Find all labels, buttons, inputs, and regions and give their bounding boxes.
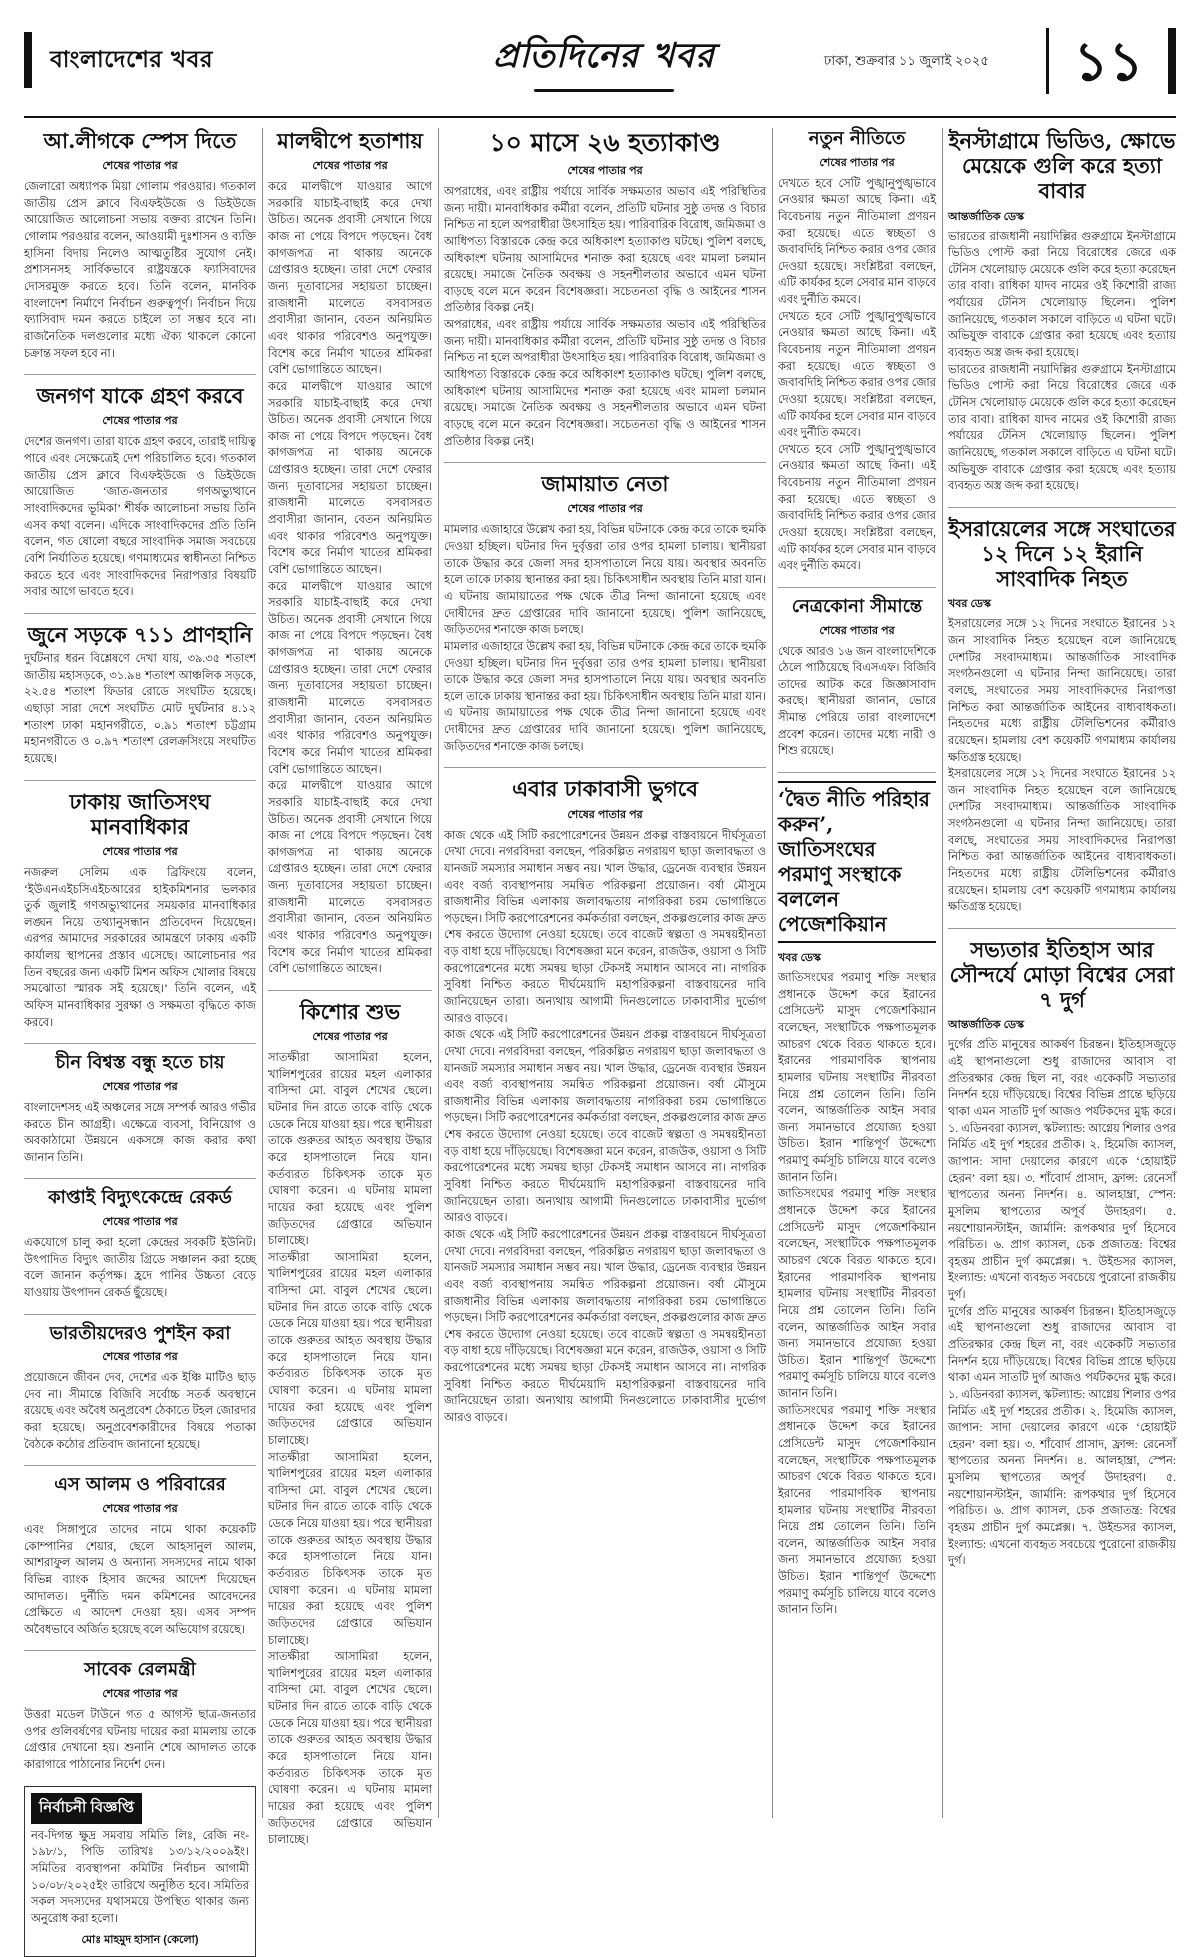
article-body: করে মালদ্বীপে যাওয়ার আগে সরকারি যাচাই-বাছাই করে দেখা উচিত। অনেক প্রবাসী সেখানে গিয়ে কাজ না পেয়ে বিপদে পড়ছেন। বৈধ কাগজপত্র না থাকায় অনেকে গ্রেপ্তারও হচ্ছেন। তারা দেশে ফেরার জন্য দূতাবাসের সহায়তা চাচ্ছেন। রাজধানী মালেতে বসবাসরত প্রবাসীরা জানান, বেতন অনিয়মিত এবং থাকার পরিবেশও অনুপযুক্ত। বিশেষ করে নির্মাণ খাতের শ্রমিকরা বেশি ভোগান্তিতে আছেন।: [268, 181, 432, 377]
article: [24, 383, 256, 601]
jump-line: শেষের পাতার পর: [567, 808, 643, 821]
title-swash: [534, 89, 674, 92]
column-2: [268, 128, 432, 1847]
headline-box: [778, 781, 936, 943]
article-body: উত্তরা মডেল টাউনে গত ৫ আগস্ট ছাত্র-জনতার ওপর গুলিবর্ষণের ঘটনায় দায়ের করা মামলায় তাকে গ্রেপ্তার দেখানো হয়। শুনানি শেষে আদালত তাকে কারাগারে পাঠানোর নির্দেশ দেন।: [24, 1709, 256, 1771]
article-body: অপরাধের, এবং রাষ্ট্রীয় পর্যায়ে সার্বিক সক্ষমতার অভাব এই পরিস্থিতির জন্য দায়ী। মানবাধিকার কর্মীরা বলেন, প্রতিটি ঘটনার সুষ্ঠু তদন্ত ও বিচার নিশ্চিত না হলে অপরাধীরা উৎসাহিত হয়। পারিবারিক বিরোধ, জমিজমা ও আধিপত্য বিস্তারকে কেন্দ্র করে অধিকাংশ হত্যাকাণ্ড ঘটছে। পুলিশ বলছে, অধিকাংশ ঘটনায় আসামিদের শনাক্ত করা হয়েছে এবং মামলা চলমান রয়েছে। সমাজে নৈতিক অবক্ষয় ও সহনশীলতার অভাবে এমন ঘটনা বাড়ছে বলে মনে করেন বিশেষজ্ঞরা। সচেতনতা বৃদ্ধি ও আইনের শাসন প্রতিষ্ঠার বিকল্প নেই।: [444, 186, 766, 315]
headline: কাপ্তাই বিদ্যুৎকেন্দ্রে রেকর্ড: [48, 1187, 232, 1209]
page-number: ১১: [1073, 29, 1144, 93]
article-body: ইসরায়েলের সঙ্গে ১২ দিনের সংঘাতে ইরানের ১২ জন সাংবাদিক নিহত হয়েছেন বলে জানিয়েছে দেশটির সংবাদমাধ্যম। আন্তর্জাতিক সাংবাদিক সংগঠনগুলো এ ঘটনার নিন্দা জানিয়েছে। তারা বলছে, সংঘাতের সময় সাংবাদিকদের নিরাপত্তা নিশ্চিত করা আন্তর্জাতিক আইনের বাধ্যবাধকতা। নিহতদের মধ্যে রাষ্ট্রীয় টেলিভিশনের কর্মীরাও রয়েছেন। হামলায় বেশ কয়েকটি গণমাধ্যম কার্যালয় ক্ষতিগ্রস্ত হয়েছে।: [948, 618, 1176, 764]
article-body: প্রয়োজনে জীবন দেব, দেশের এক ইঞ্চি মাটিও ছাড় দেব না। সীমান্তে বিজিবি সর্বোচ্চ সতর্ক অবস্থানে রয়েছে এবং অবৈধ অনুপ্রবেশ ঠেকাতে টহল জোরদার করা হয়েছে। অনুপ্রবেশকারীদের বিষয়ে পতাকা বৈঠকে কঠোর প্রতিবাদ জানানো হয়েছে।: [24, 1372, 256, 1451]
divider: [24, 374, 256, 375]
headline: আ.লীগকে স্পেস দিতে: [43, 128, 237, 153]
issue-date: ঢাকা, শুক্রবার ১১ জুলাই ২০২৫: [824, 53, 989, 68]
headline: ভারতীয়দেরও পুশইন করা: [49, 1322, 231, 1344]
article: [948, 516, 1176, 916]
article-body-continued: ভারতের রাজধানী নয়াদিল্লির গুরুগ্রামে ইনস্টাগ্রামে ভিডিও পোস্ট করা নিয়ে বিরোধের জেরে এক টেনিস খেলোয়াড় মেয়েকে গুলি করে হত্যা করেছেন তার বাবা। রাধিকা যাদব নামের ওই কিশোরী রাজ্য পর্যায়ের টেনিস খেলোয়াড় ছিলেন। পুলিশ জানিয়েছে, গতকাল সকালে বাড়িতে এ ঘটনা ঘটে। অভিযুক্ত বাবাকে গ্রেপ্তার করা হয়েছে এবং হত্যায় ব্যবহৃত অস্ত্র জব্দ করা হয়েছে।: [948, 363, 1176, 493]
section-name: বাংলাদেশের খবর: [50, 46, 214, 73]
divider: [444, 462, 766, 463]
article-body-continued: করে মালদ্বীপে যাওয়ার আগে সরকারি যাচাই-বাছাই করে দেখা উচিত। অনেক প্রবাসী সেখানে গিয়ে কাজ না পেয়ে বিপদে পড়ছেন। বৈধ কাগজপত্র না থাকায় অনেকে গ্রেপ্তারও হচ্ছেন। তারা দেশে ফেরার জন্য দূতাবাসের সহায়তা চাচ্ছেন। রাজধানী মালেতে বসবাসরত প্রবাসীরা জানান, বেতন অনিয়মিত এবং থাকার পরিবেশও অনুপযুক্ত। বিশেষ করে নির্মাণ খাতের শ্রমিকরা বেশি ভোগান্তিতে আছেন।: [268, 780, 432, 976]
notice-body: নব-দিগন্ত ক্ষুদ্র সমবায় সমিতি লিঃ, রেজি নং- ১৯৮/১, পিডি তারিখঃ ১৩/১২/২০০৯ইং। সমিতির ব্যবস্থাপনা কমিটির নির্বাচন আগামী ১০/০৮/২০২৫ইং তারিখে অনুষ্ঠিত হবে। সমিতির সকল সদস্যদের যথাসময়ে উপস্থিত থাকার জন্য অনুরোধ করা হলো।: [31, 1829, 249, 1925]
headline: জুনে সড়কে ৭১১ প্রাণহানি: [27, 621, 253, 647]
article-body: মামলার এজাহারে উল্লেখ করা হয়, বিভিন্ন ঘটনাকে কেন্দ্র করে তাকে হুমকি দেওয়া হচ্ছিল। ঘটনার দিন দুর্বৃত্তরা তার ওপর হামলা চালায়। স্থানীয়রা তাকে উদ্ধার করে জেলা সদর হাসপাতালে নিয়ে যায়। অবস্থার অবনতি হলে তাকে ঢাকায় স্থানান্তর করা হয়। চিকিৎসাধীন অবস্থায় তিনি মারা যান। এ ঘটনায় জামায়াতের পক্ষ থেকে তীব্র নিন্দা জানানো হয়েছে এবং দোষীদের দ্রুত গ্রেপ্তারের দাবি জানানো হয়েছে। পুলিশ জানিয়েছে, জড়িতদের শনাক্তে কাজ চলছে।: [444, 524, 766, 637]
desk-byline: খবর ডেস্ক: [778, 952, 821, 965]
headline: চীন বিশ্বস্ত বন্ধু হতে চায়: [55, 1052, 225, 1074]
page-title: [404, 30, 804, 92]
headline: জামায়াত নেতা: [541, 471, 669, 497]
article-body: দেখতে হবে সেটি পুঙ্খানুপুঙ্খভাবে নেওয়ার ক্ষমতা আছে কিনা। এই বিবেচনায় নতুন নীতিমালা প্রণয়ন করা হয়েছে। এতে স্বচ্ছতা ও জবাবদিহি নিশ্চিত করার ওপর জোর দেওয়া হয়েছে। সংশ্লিষ্টরা বলছেন, এটি কার্যকর হলে সেবার মান বাড়বে এবং দুর্নীতি কমবে।: [778, 177, 936, 307]
headline: ঢাকায় জাতিসংঘ মানবাধিকার: [69, 788, 211, 839]
article: [444, 128, 766, 450]
article-body-continued: দুর্গের প্রতি মানুষের আকর্ষণ চিরন্তন। ইতিহাসজুড়ে এই স্থাপনাগুলো শুধু রাজাদের আবাস বা প্রতিরক্ষার কেন্দ্র ছিল না, বরং একেকটি সভ্যতার নিদর্শন হয়ে দাঁড়িয়েছে। বিশ্বের বিভিন্ন প্রান্তে ছড়িয়ে থাকা এমন সাতটি দুর্গ আজও পর্যটকদের মুগ্ধ করে। ১. এডিনবরা ক্যাসল, স্কটল্যান্ড: আগ্নেয় শিলার ওপর নির্মিত এই দুর্গ শহরের প্রতীক। ২. হিমেজি ক্যাসল, জাপান: সাদা দেয়ালের কারণে একে ‘হোয়াইট হেরন’ বলা হয়। ৩. শাঁবোর্দ প্রাসাদ, ফ্রান্স: রেনেসাঁ স্থাপত্যের অনন্য নিদর্শন। ৪. আলহাম্ব্রা, স্পেন: মুসলিম স্থাপত্যের অপূর্ব উদাহরণ। ৫. নয়শোয়ানস্টাইন, জার্মানি: রূপকথার দুর্গ হিসেবে পরিচিত। ৬. প্রাগ ক্যাসল, চেক প্রজাতন্ত্র: বিশ্বের বৃহত্তম প্রাচীন দুর্গ কমপ্লেক্স। ৭. উইন্ডসর ক্যাসল, ইংল্যান্ড: এখনো ব্যবহৃত সবচেয়ে পুরোনো রাজকীয় দুর্গ।: [948, 1305, 1176, 1568]
article: [24, 128, 256, 362]
article-body-continued: দেখতে হবে সেটি পুঙ্খানুপুঙ্খভাবে নেওয়ার ক্ষমতা আছে কিনা। এই বিবেচনায় নতুন নীতিমালা প্রণয়ন করা হয়েছে। এতে স্বচ্ছতা ও জবাবদিহি নিশ্চিত করার ওপর জোর দেওয়া হয়েছে। সংশ্লিষ্টরা বলছেন, এটি কার্যকর হলে সেবার মান বাড়বে এবং দুর্নীতি কমবে।: [778, 310, 936, 440]
article-body: বাংলাদেশসহ এই অঞ্চলের সঙ্গে সম্পর্ক আরও গভীর করতে চীন আগ্রহী। এক্ষেত্রে ব্যবসা, বিনিয়োগ ও অবকাঠামো উন্নয়নে একসঙ্গে কাজ করার কথা জানান তিনি।: [24, 1101, 256, 1164]
notice-title: নির্বাচনী বিজ্ঞপ্তি: [31, 1793, 142, 1824]
headline: ১০ মাসে ২৬ হত্যাকাণ্ড: [489, 128, 721, 157]
divider: [778, 772, 936, 773]
article-body: সাতক্ষীরা আসামিরা হলেন, খালিশপুরের রায়ের মহল এলাকার বাসিন্দা মো. বাবুল শেখের ছেলে। ঘটনার দিন রাতে তাকে বাড়ি থেকে ডেকে নিয়ে যাওয়া হয়। পরে স্থানীয়রা তাকে গুরুতর আহত অবস্থায় উদ্ধার করে হাসপাতালে নিয়ে যান। কর্তব্যরত চিকিৎসক তাকে মৃত ঘোষণা করেন। এ ঘটনায় মামলা দায়ের করা হয়েছে এবং পুলিশ জড়িতদের গ্রেপ্তারে অভিযান চালাচ্ছে।: [268, 1052, 432, 1248]
headline: মালদ্বীপে হতাশায়: [277, 128, 423, 153]
article: [778, 781, 936, 1619]
article-columns: [24, 128, 1176, 1947]
divider: [778, 587, 936, 588]
divider: [24, 780, 256, 781]
jump-line: শেষের পাতার পর: [567, 165, 643, 177]
divider: [24, 1650, 256, 1651]
article: [268, 128, 432, 978]
jump-line: শেষের পাতার পর: [819, 156, 895, 169]
article-body: কাজ থেকে এই সিটি করপোরেশনের উন্নয়ন প্রকল্প বাস্তবায়নে দীর্ঘসূত্রতা দেখা দেবে। নগরবিদরা বলছেন, পরিকল্পিত নগরায়ণ ছাড়া জলাবদ্ধতা ও যানজট সমস্যার সমাধান সম্ভব নয়। খাল উদ্ধার, ড্রেনেজ ব্যবস্থার উন্নয়ন এবং বর্জ্য ব্যবস্থাপনায় সমন্বিত পরিকল্পনা প্রয়োজন। বর্ষা মৌসুমে রাজধানীর বিভিন্ন এলাকায় জলাবদ্ধতায় নাগরিকরা চরম ভোগান্তিতে পড়ছেন। সিটি করপোরেশনের কর্মকর্তারা বলছেন, প্রকল্পগুলোর কাজ দ্রুত শেষ করতে উদ্যোগ নেওয়া হয়েছে। তবে বাজেট স্বল্পতা ও সমন্বয়হীনতা বড় বাধা হয়ে দাঁড়িয়েছে। বিশেষজ্ঞরা মনে করেন, রাজউক, ওয়াসা ও সিটি করপোরেশনের মধ্যে সমন্বয় ছাড়া টেকসই সমাধান আসবে না। নাগরিক সুবিধা নিশ্চিত করতে দীর্ঘমেয়াদি মহাপরিকল্পনা বাস্তবায়নের দাবি জানিয়েছেন তারা। অন্যথায় আগামী দিনগুলোতে ঢাকাবাসীর দুর্ভোগ আরও বাড়বে।: [444, 829, 766, 1025]
headline: ইনস্টাগ্রামে ভিডিও, ক্ষোভে মেয়েকে গুলি করে হত্যা বাবার: [948, 128, 1176, 204]
article: [948, 937, 1176, 1570]
desk-byline: আন্তর্জাতিক ডেস্ক: [948, 210, 1025, 223]
article-body-continued: করে মালদ্বীপে যাওয়ার আগে সরকারি যাচাই-বাছাই করে দেখা উচিত। অনেক প্রবাসী সেখানে গিয়ে কাজ না পেয়ে বিপদে পড়ছেন। বৈধ কাগজপত্র না থাকায় অনেকে গ্রেপ্তারও হচ্ছেন। তারা দেশে ফেরার জন্য দূতাবাসের সহায়তা চাচ্ছেন। রাজধানী মালেতে বসবাসরত প্রবাসীরা জানান, বেতন অনিয়মিত এবং থাকার পরিবেশও অনুপযুক্ত। বিশেষ করে নির্মাণ খাতের শ্রমিকরা বেশি ভোগান্তিতে আছেন।: [268, 380, 432, 576]
article-body: থেকে আরও ১৬ জন বাংলাদেশিকে ঠেলে পাঠিয়েছে বিএসএফ। বিজিবি তাদের আটক করে জিজ্ঞাসাবাদ করছে। স্থানীয়রা জানান, ভোরে সীমান্ত পেরিয়ে তারা বাংলাদেশে প্রবেশ করেন। তাদের মধ্যে নারী ও শিশু রয়েছে।: [778, 645, 936, 758]
jump-line: শেষের পাতার পর: [102, 160, 178, 173]
article-body: নজরুল সেলিম এক ব্রিফিংয়ে বলেন, ‘ইউএনএইচসিএইচআরের হাইকমিশনার ভলকার তুর্ক জুলাই গণঅভ্যুত্থানের সময়কার মানবাধিকার লঙ্ঘন নিয়ে তথ্যানুসন্ধান প্রতিবেদন দিয়েছেন। এরপর আমাদের সরকারের আমন্ত্রণে ঢাকায় একটি কার্যালয় স্থাপনের প্রস্তাব এসেছে। আলোচনার পর তিন বছরের জন্য একটি মিশন অফিস খোলার বিষয়ে সমঝোতা স্মারক সই হয়েছে।’ তিনি বলেন, এই অফিস মানবাধিকার সুরক্ষা ও সক্ষমতা বৃদ্ধিতে কাজ করবে।: [24, 866, 256, 1029]
divider: [24, 613, 256, 614]
article-body: একযোগে চালু করা হলো কেন্দ্রের সবকটি ইউনিট। উৎপাদিত বিদ্যুৎ জাতীয় গ্রিডে সঞ্চালন করা হচ্ছে বলে জানান কর্তৃপক্ষ। হ্রদে পানির উচ্চতা বেড়ে যাওয়ায় উৎপাদন রেকর্ড ছুঁয়েছে।: [24, 1237, 256, 1299]
article: [24, 1052, 256, 1166]
article-body: ভারতের রাজধানী নয়াদিল্লির গুরুগ্রামে ইনস্টাগ্রামে ভিডিও পোস্ট করা নিয়ে বিরোধের জেরে এক টেনিস খেলোয়াড় মেয়েকে গুলি করে হত্যা করেছেন তার বাবা। রাধিকা যাদব নামের ওই কিশোরী রাজ্য পর্যায়ের টেনিস খেলোয়াড় ছিলেন। পুলিশ জানিয়েছে, গতকাল সকালে বাড়িতে এ ঘটনা ঘটে। অভিযুক্ত বাবাকে গ্রেপ্তার করা হয়েছে এবং হত্যায় ব্যবহৃত অস্ত্র জব্দ করা হয়েছে।: [948, 230, 1176, 360]
column-rule: [262, 128, 263, 1818]
divider: [444, 767, 766, 768]
article-body: জেলারো অধ্যাপক মিয়া গোলাম পরওয়ার। গতকাল জাতীয় প্রেস ক্লাবে বিএফইউজে ও ডিইউজে আয়োজিত আলোচনা সভায় বক্তব্য রাখেন তিনি। গোলাম পরওয়ার বলেন, আওয়ামী দুঃশাসন ও ব্যক্তি হাসিনা বিদায় নিলেও আত্মতুষ্টির সুযোগ নেই। প্রশাসনসহ সার্বিকভাবে রাষ্ট্রযন্ত্রকে ফ্যাসিবাদের দোসরমুক্ত করতে হবে। তিনি বলেন, মানবিক বাংলাদেশ নির্মাণে নির্বাচন গুরুত্বপূর্ণ। নির্বাচন দিয়ে ফ্যাসিবাদ দমন করতে চাইলে তা সম্ভব হবে না। রাজনৈতিক দলগুলোর মধ্যে ঐক্য থাকলে কোনো চক্রান্ত সফল হবে না।: [24, 181, 256, 360]
article: [778, 596, 936, 760]
article-body-continued: ইসরায়েলের সঙ্গে ১২ দিনের সংঘাতে ইরানের ১২ জন সাংবাদিক নিহত হয়েছেন বলে জানিয়েছে দেশটির সংবাদমাধ্যম। আন্তর্জাতিক সাংবাদিক সংগঠনগুলো এ ঘটনার নিন্দা জানিয়েছে। তারা বলছে, সংঘাতের সময় সাংবাদিকদের নিরাপত্তা নিশ্চিত করা আন্তর্জাতিক আইনের বাধ্যবাধকতা। নিহতদের মধ্যে রাষ্ট্রীয় টেলিভিশনের কর্মীরাও রয়েছেন। হামলায় বেশ কয়েকটি গণমাধ্যম কার্যালয় ক্ষতিগ্রস্ত হয়েছে।: [948, 768, 1176, 914]
jump-line: শেষের পাতার পর: [819, 624, 895, 637]
jump-line: শেষের পাতার পর: [567, 503, 643, 516]
headline: সভ্যতার ইতিহাস আর সৌন্দর্যে মোড়া বিশ্বের সেরা ৭ দুর্গ: [949, 936, 1175, 1013]
headline: কিশোর শুভ: [299, 998, 401, 1024]
page-number-box: [1046, 28, 1176, 94]
divider: [24, 1465, 256, 1466]
headline: জনগণ যাকে গ্রহণ করবে: [36, 383, 244, 409]
article: [24, 1659, 256, 1773]
divider: [268, 990, 432, 991]
column-rule: [772, 128, 773, 1818]
article: [268, 999, 432, 1849]
article: [24, 789, 256, 1032]
article-body-continued: জাতিসংঘের পরমাণু শক্তি সংস্থার প্রধানকে উদ্দেশ করে ইরানের প্রেসিডেন্ট মাসুদ পেজেশকিয়ান বলেছেন, সংস্থাটিকে পক্ষপাতমূলক আচরণ থেকে বিরত থাকতে হবে। ইরানের পারমাণবিক স্থাপনায় হামলার ঘটনায় সংস্থাটির নীরবতা নিয়ে প্রশ্ন তোলেন তিনি। তিনি বলেন, আন্তর্জাতিক আইন সবার জন্য সমানভাবে প্রযোজ্য হওয়া উচিত। ইরান শান্তিপূর্ণ উদ্দেশ্যে পরমাণু কর্মসূচি চালিয়ে যাবে বলেও জানান তিনি।: [778, 1188, 936, 1401]
headline: এবার ঢাকাবাসী ভুগবে: [512, 776, 698, 802]
headline: ইসরায়েলের সঙ্গে সংঘাতের ১২ দিনে ১২ ইরানি সাংবাদিক নিহত: [948, 515, 1176, 592]
article-body-continued: অপরাধের, এবং রাষ্ট্রীয় পর্যায়ে সার্বিক সক্ষমতার অভাব এই পরিস্থিতির জন্য দায়ী। মানবাধিকার কর্মীরা বলেন, প্রতিটি ঘটনার সুষ্ঠু তদন্ত ও বিচার নিশ্চিত না হলে অপরাধীরা উৎসাহিত হয়। পারিবারিক বিরোধ, জমিজমা ও আধিপত্য বিস্তারকে কেন্দ্র করে অধিকাংশ হত্যাকাণ্ড ঘটছে। পুলিশ বলছে, অধিকাংশ ঘটনায় আসামিদের শনাক্ত করা হয়েছে এবং মামলা চলমান রয়েছে। সমাজে নৈতিক অবক্ষয় ও সহনশীলতার অভাবে এমন ঘটনা বাড়ছে বলে মনে করেন বিশেষজ্ঞরা। সচেতনতা বৃদ্ধি ও আইনের শাসন প্রতিষ্ঠার বিকল্প নেই।: [444, 319, 766, 448]
column-5: [948, 128, 1176, 1818]
article: [24, 1323, 256, 1454]
headline: ‘দ্বৈত নীতি পরিহার করুন’, জাতিসংঘের পরমাণু সংস্থাকে বললেন পেজেশকিয়ান: [778, 787, 930, 937]
divider: [948, 928, 1176, 929]
jump-line: শেষের পাতার পর: [312, 1031, 388, 1044]
divider: [24, 1043, 256, 1044]
jump-line: শেষের পাতার পর: [102, 1351, 178, 1364]
article-body-continued: কাজ থেকে এই সিটি করপোরেশনের উন্নয়ন প্রকল্প বাস্তবায়নে দীর্ঘসূত্রতা দেখা দেবে। নগরবিদরা বলছেন, পরিকল্পিত নগরায়ণ ছাড়া জলাবদ্ধতা ও যানজট সমস্যার সমাধান সম্ভব নয়। খাল উদ্ধার, ড্রেনেজ ব্যবস্থার উন্নয়ন এবং বর্জ্য ব্যবস্থাপনায় সমন্বিত পরিকল্পনা প্রয়োজন। বর্ষা মৌসুমে রাজধানীর বিভিন্ন এলাকায় জলাবদ্ধতায় নাগরিকরা চরম ভোগান্তিতে পড়ছেন। সিটি করপোরেশনের কর্মকর্তারা বলছেন, প্রকল্পগুলোর কাজ দ্রুত শেষ করতে উদ্যোগ নেওয়া হয়েছে। তবে বাজেট স্বল্পতা ও সমন্বয়হীনতা বড় বাধা হয়ে দাঁড়িয়েছে। বিশেষজ্ঞরা মনে করেন, রাজউক, ওয়াসা ও সিটি করপোরেশনের মধ্যে সমন্বয় ছাড়া টেকসই সমাধান আসবে না। নাগরিক সুবিধা নিশ্চিত করতে দীর্ঘমেয়াদি মহাপরিকল্পনা বাস্তবায়নের দাবি জানিয়েছেন তারা। অন্যথায় আগামী দিনগুলোতে ঢাকাবাসীর দুর্ভোগ আরও বাড়বে।: [444, 1228, 766, 1425]
notice-signatory: মোঃ মাহমুদ হাসান (কেলো): [81, 1934, 199, 1947]
article-body-continued: সাতক্ষীরা আসামিরা হলেন, খালিশপুরের রায়ের মহল এলাকার বাসিন্দা মো. বাবুল শেখের ছেলে। ঘটনার দিন রাতে তাকে বাড়ি থেকে ডেকে নিয়ে যাওয়া হয়। পরে স্থানীয়রা তাকে গুরুতর আহত অবস্থায় উদ্ধার করে হাসপাতালে নিয়ে যান। কর্তব্যরত চিকিৎসক তাকে মৃত ঘোষণা করেন। এ ঘটনায় মামলা দায়ের করা হয়েছে এবং পুলিশ জড়িতদের গ্রেপ্তারে অভিযান চালাচ্ছে।: [268, 1651, 432, 1847]
article: [24, 1474, 256, 1638]
article: [24, 622, 256, 768]
jump-line: শেষের পাতার পর: [312, 160, 388, 173]
article-body-continued: দেখতে হবে সেটি পুঙ্খানুপুঙ্খভাবে নেওয়ার ক্ষমতা আছে কিনা। এই বিবেচনায় নতুন নীতিমালা প্রণয়ন করা হয়েছে। এতে স্বচ্ছতা ও জবাবদিহি নিশ্চিত করার ওপর জোর দেওয়া হয়েছে। সংশ্লিষ্টরা বলছেন, এটি কার্যকর হলে সেবার মান বাড়বে এবং দুর্নীতি কমবে।: [778, 443, 936, 573]
column-rule: [438, 128, 439, 1818]
jump-line: শেষের পাতার পর: [102, 1502, 178, 1515]
headline: এস আলম ও পরিবারের: [54, 1474, 226, 1496]
headline: সাবেক রেলমন্ত্রী: [84, 1659, 196, 1681]
article-body-continued: কাজ থেকে এই সিটি করপোরেশনের উন্নয়ন প্রকল্প বাস্তবায়নে দীর্ঘসূত্রতা দেখা দেবে। নগরবিদরা বলছেন, পরিকল্পিত নগরায়ণ ছাড়া জলাবদ্ধতা ও যানজট সমস্যার সমাধান সম্ভব নয়। খাল উদ্ধার, ড্রেনেজ ব্যবস্থার উন্নয়ন এবং বর্জ্য ব্যবস্থাপনায় সমন্বিত পরিকল্পনা প্রয়োজন। বর্ষা মৌসুমে রাজধানীর বিভিন্ন এলাকায় জলাবদ্ধতায় নাগরিকরা চরম ভোগান্তিতে পড়ছেন। সিটি করপোরেশনের কর্মকর্তারা বলছেন, প্রকল্পগুলোর কাজ দ্রুত শেষ করতে উদ্যোগ নেওয়া হয়েছে। তবে বাজেট স্বল্পতা ও সমন্বয়হীনতা বড় বাধা হয়ে দাঁড়িয়েছে। বিশেষজ্ঞরা মনে করেন, রাজউক, ওয়াসা ও সিটি করপোরেশনের মধ্যে সমন্বয় ছাড়া টেকসই সমাধান আসবে না। নাগরিক সুবিধা নিশ্চিত করতে দীর্ঘমেয়াদি মহাপরিকল্পনা বাস্তবায়নের দাবি জানিয়েছেন তারা। অন্যথায় আগামী দিনগুলোতে ঢাকাবাসীর দুর্ভোগ আরও বাড়বে।: [444, 1029, 766, 1225]
article-body-continued: জাতিসংঘের পরমাণু শক্তি সংস্থার প্রধানকে উদ্দেশ করে ইরানের প্রেসিডেন্ট মাসুদ পেজেশকিয়ান বলেছেন, সংস্থাটিকে পক্ষপাতমূলক আচরণ থেকে বিরত থাকতে হবে। ইরানের পারমাণবিক স্থাপনায় হামলার ঘটনায় সংস্থাটির নীরবতা নিয়ে প্রশ্ন তোলেন তিনি। তিনি বলেন, আন্তর্জাতিক আইন সবার জন্য সমানভাবে প্রযোজ্য হওয়া উচিত। ইরান শান্তিপূর্ণ উদ্দেশ্যে পরমাণু কর্মসূচি চালিয়ে যাবে বলেও জানান তিনি।: [778, 1404, 936, 1617]
article: [778, 128, 936, 575]
jump-line: শেষের পাতার পর: [102, 845, 178, 858]
column-3: [444, 128, 766, 1818]
article: [24, 1187, 256, 1301]
jump-line: শেষের পাতার পর: [102, 1688, 178, 1701]
article: [444, 776, 766, 1426]
article-body-continued: করে মালদ্বীপে যাওয়ার আগে সরকারি যাচাই-বাছাই করে দেখা উচিত। অনেক প্রবাসী সেখানে গিয়ে কাজ না পেয়ে বিপদে পড়ছেন। বৈধ কাগজপত্র না থাকায় অনেকে গ্রেপ্তারও হচ্ছেন। তারা দেশে ফেরার জন্য দূতাবাসের সহায়তা চাচ্ছেন। রাজধানী মালেতে বসবাসরত প্রবাসীরা জানান, বেতন অনিয়মিত এবং থাকার পরিবেশও অনুপযুক্ত। বিশেষ করে নির্মাণ খাতের শ্রমিকরা বেশি ভোগান্তিতে আছেন।: [268, 580, 432, 776]
article-body-continued: মামলার এজাহারে উল্লেখ করা হয়, বিভিন্ন ঘটনাকে কেন্দ্র করে তাকে হুমকি দেওয়া হচ্ছিল। ঘটনার দিন দুর্বৃত্তরা তার ওপর হামলা চালায়। স্থানীয়রা তাকে উদ্ধার করে জেলা সদর হাসপাতালে নিয়ে যায়। অবস্থার অবনতি হলে তাকে ঢাকায় স্থানান্তর করা হয়। চিকিৎসাধীন অবস্থায় তিনি মারা যান। এ ঘটনায় জামায়াতের পক্ষ থেকে তীব্র নিন্দা জানানো হয়েছে এবং দোষীদের দ্রুত গ্রেপ্তারের দাবি জানানো হয়েছে। পুলিশ জানিয়েছে, জড়িতদের শনাক্তে কাজ চলছে।: [444, 640, 766, 753]
desk-byline: খবর ডেস্ক: [948, 598, 991, 611]
article-body: জাতিসংঘের পরমাণু শক্তি সংস্থার প্রধানকে উদ্দেশ করে ইরানের প্রেসিডেন্ট মাসুদ পেজেশকিয়ান বলেছেন, সংস্থাটিকে পক্ষপাতমূলক আচরণ থেকে বিরত থাকতে হবে। ইরানের পারমাণবিক স্থাপনায় হামলার ঘটনায় সংস্থাটির নীরবতা নিয়ে প্রশ্ন তোলেন তিনি। তিনি বলেন, আন্তর্জাতিক আইন সবার জন্য সমানভাবে প্রযোজ্য হওয়া উচিত। ইরান শান্তিপূর্ণ উদ্দেশ্যে পরমাণু কর্মসূচি চালিয়ে যাবে বলেও জানান তিনি।: [778, 972, 936, 1184]
column-4: [778, 128, 936, 1818]
masthead: [24, 22, 1176, 118]
jump-line: শেষের পাতার পর: [102, 1216, 178, 1229]
divider: [24, 1178, 256, 1179]
article-body: দেশের জনগণ। তারা যাকে গ্রহণ করবে, তারাই দায়িত্ব পাবে এবং সেক্ষেত্রেই দেশ পরিচালিত হবে। গতকাল জাতীয় প্রেস ক্লাবে বিএফইউজে ও ডিইউজে আয়োজিত ‘জাত-জনতার গণঅভ্যুত্থানে সাংবাদিকদের ভূমিকা’ শীর্ষক আলোচনা সভায় তিনি এসব কথা বলেন। এদিকে সাংবাদিকদের প্রতি তিনি বলেন, গত ষোলো বছরে সাংবাদিক সমাজ সবচেয়ে বেশি নির্যাতিত হয়েছে। গণমাধ্যমের স্বাধীনতা নিশ্চিত করতে হবে এবং সাংবাদিকদের নিরাপত্তার বিষয়টি সবার আগে ভাবতে হবে।: [24, 436, 256, 599]
page-title-text: প্রতিদিনের খবর: [493, 36, 715, 76]
article-body-continued: সাতক্ষীরা আসামিরা হলেন, খালিশপুরের রায়ের মহল এলাকার বাসিন্দা মো. বাবুল শেখের ছেলে। ঘটনার দিন রাতে তাকে বাড়ি থেকে ডেকে নিয়ে যাওয়া হয়। পরে স্থানীয়রা তাকে গুরুতর আহত অবস্থায় উদ্ধার করে হাসপাতালে নিয়ে যান। কর্তব্যরত চিকিৎসক তাকে মৃত ঘোষণা করেন। এ ঘটনায় মামলা দায়ের করা হয়েছে এবং পুলিশ জড়িতদের গ্রেপ্তারে অভিযান চালাচ্ছে।: [268, 1451, 432, 1647]
article: [444, 471, 766, 755]
headline: নেত্রকোনা সীমান্তে: [791, 595, 923, 617]
column-rule: [942, 128, 943, 1818]
column-1: [24, 128, 256, 1947]
divider: [948, 507, 1176, 508]
jump-line: শেষের পাতার পর: [102, 1080, 178, 1093]
divider: [24, 1314, 256, 1315]
jump-line: শেষের পাতার পর: [102, 415, 178, 428]
desk-byline: আন্তর্জাতিক ডেস্ক: [948, 1019, 1025, 1032]
election-notice-ad: [24, 1786, 256, 1957]
headline: নতুন নীতিতে: [808, 128, 906, 149]
article-body: দুর্ঘটনার ধরন বিশ্লেষণে দেখা যায়, ৩৯.৩৫ শতাংশ জাতীয় মহাসড়কে, ৩১.৯৪ শতাংশ আঞ্চলিক সড়কে, ২২.৫৪ শতাংশ ফিডার রোডে সংঘটিত হয়েছে। এছাড়া সারা দেশে সংঘটিত মোট দুর্ঘটনার ৪.১২ শতাংশ ঢাকা মহানগরীতে, ০.৯১ শতাংশ চট্টগ্রাম মহানগরীতে ও ০.৯৭ শতাংশ রেলক্রসিংয়ে সংঘটিত হয়েছে।: [24, 653, 256, 765]
article-body-continued: সাতক্ষীরা আসামিরা হলেন, খালিশপুরের রায়ের মহল এলাকার বাসিন্দা মো. বাবুল শেখের ছেলে। ঘটনার দিন রাতে তাকে বাড়ি থেকে ডেকে নিয়ে যাওয়া হয়। পরে স্থানীয়রা তাকে গুরুতর আহত অবস্থায় উদ্ধার করে হাসপাতালে নিয়ে যান। কর্তব্যরত চিকিৎসক তাকে মৃত ঘোষণা করেন। এ ঘটনায় মামলা দায়ের করা হয়েছে এবং পুলিশ জড়িতদের গ্রেপ্তারে অভিযান চালাচ্ছে।: [268, 1251, 432, 1447]
article: [948, 128, 1176, 495]
newspaper-page: [24, 22, 1176, 1947]
article-body: এবং সিঙ্গাপুরে তাদের নামে থাকা কয়েকটি কোম্পানির শেয়ার, ছেলে আহসানুল আলম, আশরাফুল আলম ও অন্যান্য সদস্যদের নামে থাকা বিভিন্ন ব্যাংক হিসাব জব্দের আদেশ দিয়েছেন আদালত। দুর্নীতি দমন কমিশনের আবেদনের প্রেক্ষিতে এ আদেশ দেওয়া হয়। এসব সম্পদ অবৈধভাবে অর্জিত হয়েছে বলে অভিযোগ রয়েছে।: [24, 1523, 256, 1636]
article-body: দুর্গের প্রতি মানুষের আকর্ষণ চিরন্তন। ইতিহাসজুড়ে এই স্থাপনাগুলো শুধু রাজাদের আবাস বা প্রতিরক্ষার কেন্দ্র ছিল না, বরং একেকটি সভ্যতার নিদর্শন হয়ে দাঁড়িয়েছে। বিশ্বের বিভিন্ন প্রান্তে ছড়িয়ে থাকা এমন সাতটি দুর্গ আজও পর্যটকদের মুগ্ধ করে। ১. এডিনবরা ক্যাসল, স্কটল্যান্ড: আগ্নেয় শিলার ওপর নির্মিত এই দুর্গ শহরের প্রতীক। ২. হিমেজি ক্যাসল, জাপান: সাদা দেয়ালের কারণে একে ‘হোয়াইট হেরন’ বলা হয়। ৩. শাঁবোর্দ প্রাসাদ, ফ্রান্স: রেনেসাঁ স্থাপত্যের অনন্য নিদর্শন। ৪. আলহাম্ব্রা, স্পেন: মুসলিম স্থাপত্যের অপূর্ব উদাহরণ। ৫. নয়শোয়ানস্টাইন, জার্মানি: রূপকথার দুর্গ হিসেবে পরিচিত। ৬. প্রাগ ক্যাসল, চেক প্রজাতন্ত্র: বিশ্বের বৃহত্তম প্রাচীন দুর্গ কমপ্লেক্স। ৭. উইন্ডসর ক্যাসল, ইংল্যান্ড: এখনো ব্যবহৃত সবচেয়ে পুরোনো রাজকীয় দুর্গ।: [948, 1039, 1176, 1302]
section-label: [24, 32, 274, 88]
